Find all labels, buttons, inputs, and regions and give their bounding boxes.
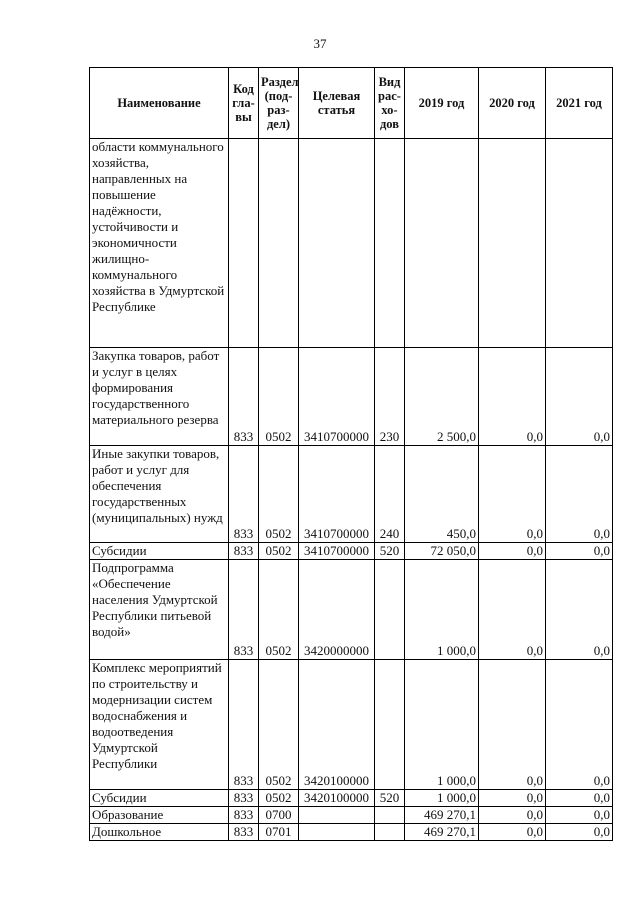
row-2021: 0,0: [546, 560, 613, 660]
row-target: 3420100000: [299, 660, 375, 790]
row-name: Закупка товаров, работ и услуг в целях формирования государственного материального резерва: [90, 348, 229, 446]
row-2021: [546, 139, 613, 348]
row-code: 833: [229, 660, 259, 790]
row-2019: 2 500,0: [405, 348, 479, 446]
row-2020: 0,0: [479, 807, 546, 824]
table-row: [90, 807, 613, 824]
row-2019: 1 000,0: [405, 660, 479, 790]
row-type: 520: [375, 543, 405, 560]
row-target: [299, 139, 375, 348]
row-name: области коммунального хозяйства, направленных на повышение надёжности, устойчивости и экономичности жилищно-коммунального хозяйства в Удмуртской Республике: [90, 139, 229, 348]
row-2021: 0,0: [546, 660, 613, 790]
row-code: 833: [229, 446, 259, 543]
table-row: [90, 560, 613, 660]
row-2020: 0,0: [479, 824, 546, 841]
row-type: [375, 807, 405, 824]
row-2020: 0,0: [479, 790, 546, 807]
row-2020: 0,0: [479, 348, 546, 446]
row-2019: [405, 139, 479, 348]
row-name: Субсидии: [90, 543, 229, 560]
row-2020: [479, 139, 546, 348]
table-row: [90, 348, 613, 446]
row-target: 3410700000: [299, 446, 375, 543]
row-section: 0502: [259, 660, 299, 790]
row-name: Образование: [90, 807, 229, 824]
row-2021: 0,0: [546, 824, 613, 841]
row-2019: 1 000,0: [405, 560, 479, 660]
header-section: Раздел (под- раз- дел): [259, 68, 299, 139]
header-name: Наименование: [90, 68, 229, 139]
row-2020: 0,0: [479, 560, 546, 660]
row-target: 3420000000: [299, 560, 375, 660]
row-2021: 0,0: [546, 790, 613, 807]
row-code: 833: [229, 807, 259, 824]
header-code: Код гла- вы: [229, 68, 259, 139]
row-2019: 450,0: [405, 446, 479, 543]
row-target: 3410700000: [299, 543, 375, 560]
row-2020: 0,0: [479, 660, 546, 790]
header-target: Целевая статья: [299, 68, 375, 139]
row-2019: 1 000,0: [405, 790, 479, 807]
row-2021: 0,0: [546, 446, 613, 543]
row-2020: 0,0: [479, 446, 546, 543]
row-name: Субсидии: [90, 790, 229, 807]
row-code: 833: [229, 348, 259, 446]
table-row: [90, 790, 613, 807]
row-section: 0701: [259, 824, 299, 841]
row-2021: 0,0: [546, 543, 613, 560]
row-type: [375, 824, 405, 841]
row-name: Иные закупки товаров, работ и услуг для обеспечения государственных (муниципальных) нужд: [90, 446, 229, 543]
row-2019: 469 270,1: [405, 824, 479, 841]
row-code: [229, 139, 259, 348]
row-target: [299, 807, 375, 824]
row-name: Дошкольное: [90, 824, 229, 841]
row-section: 0502: [259, 560, 299, 660]
row-section: 0700: [259, 807, 299, 824]
row-section: 0502: [259, 446, 299, 543]
row-code: 833: [229, 824, 259, 841]
row-section: 0502: [259, 543, 299, 560]
table-row: [90, 543, 613, 560]
row-target: 3410700000: [299, 348, 375, 446]
header-2020: 2020 год: [479, 68, 546, 139]
row-type: 520: [375, 790, 405, 807]
row-type: [375, 660, 405, 790]
budget-table: [89, 67, 613, 841]
row-2020: 0,0: [479, 543, 546, 560]
page-number: 37: [313, 36, 327, 51]
row-type: [375, 139, 405, 348]
row-code: 833: [229, 790, 259, 807]
row-target: [299, 824, 375, 841]
row-section: [259, 139, 299, 348]
row-code: 833: [229, 560, 259, 660]
row-code: 833: [229, 543, 259, 560]
header-2019: 2019 год: [405, 68, 479, 139]
table-row: [90, 660, 613, 790]
row-type: 230: [375, 348, 405, 446]
header-type: Вид рас- хо- дов: [375, 68, 405, 139]
row-type: [375, 560, 405, 660]
table-row: [90, 824, 613, 841]
header-row: [90, 68, 613, 139]
row-name: Подпрограмма «Обеспечение населения Удмуртской Республики питьевой водой»: [90, 560, 229, 660]
row-2019: 72 050,0: [405, 543, 479, 560]
row-type: 240: [375, 446, 405, 543]
row-2021: 0,0: [546, 348, 613, 446]
row-section: 0502: [259, 790, 299, 807]
row-section: 0502: [259, 348, 299, 446]
table-row: [90, 446, 613, 543]
row-name: Комплекс мероприятий по строительству и модернизации систем водоснабжения и водоотведения Удмуртской Республики: [90, 660, 229, 790]
table-row: [90, 139, 613, 348]
row-2021: 0,0: [546, 807, 613, 824]
row-2019: 469 270,1: [405, 807, 479, 824]
row-target: 3420100000: [299, 790, 375, 807]
header-2021: 2021 год: [546, 68, 613, 139]
